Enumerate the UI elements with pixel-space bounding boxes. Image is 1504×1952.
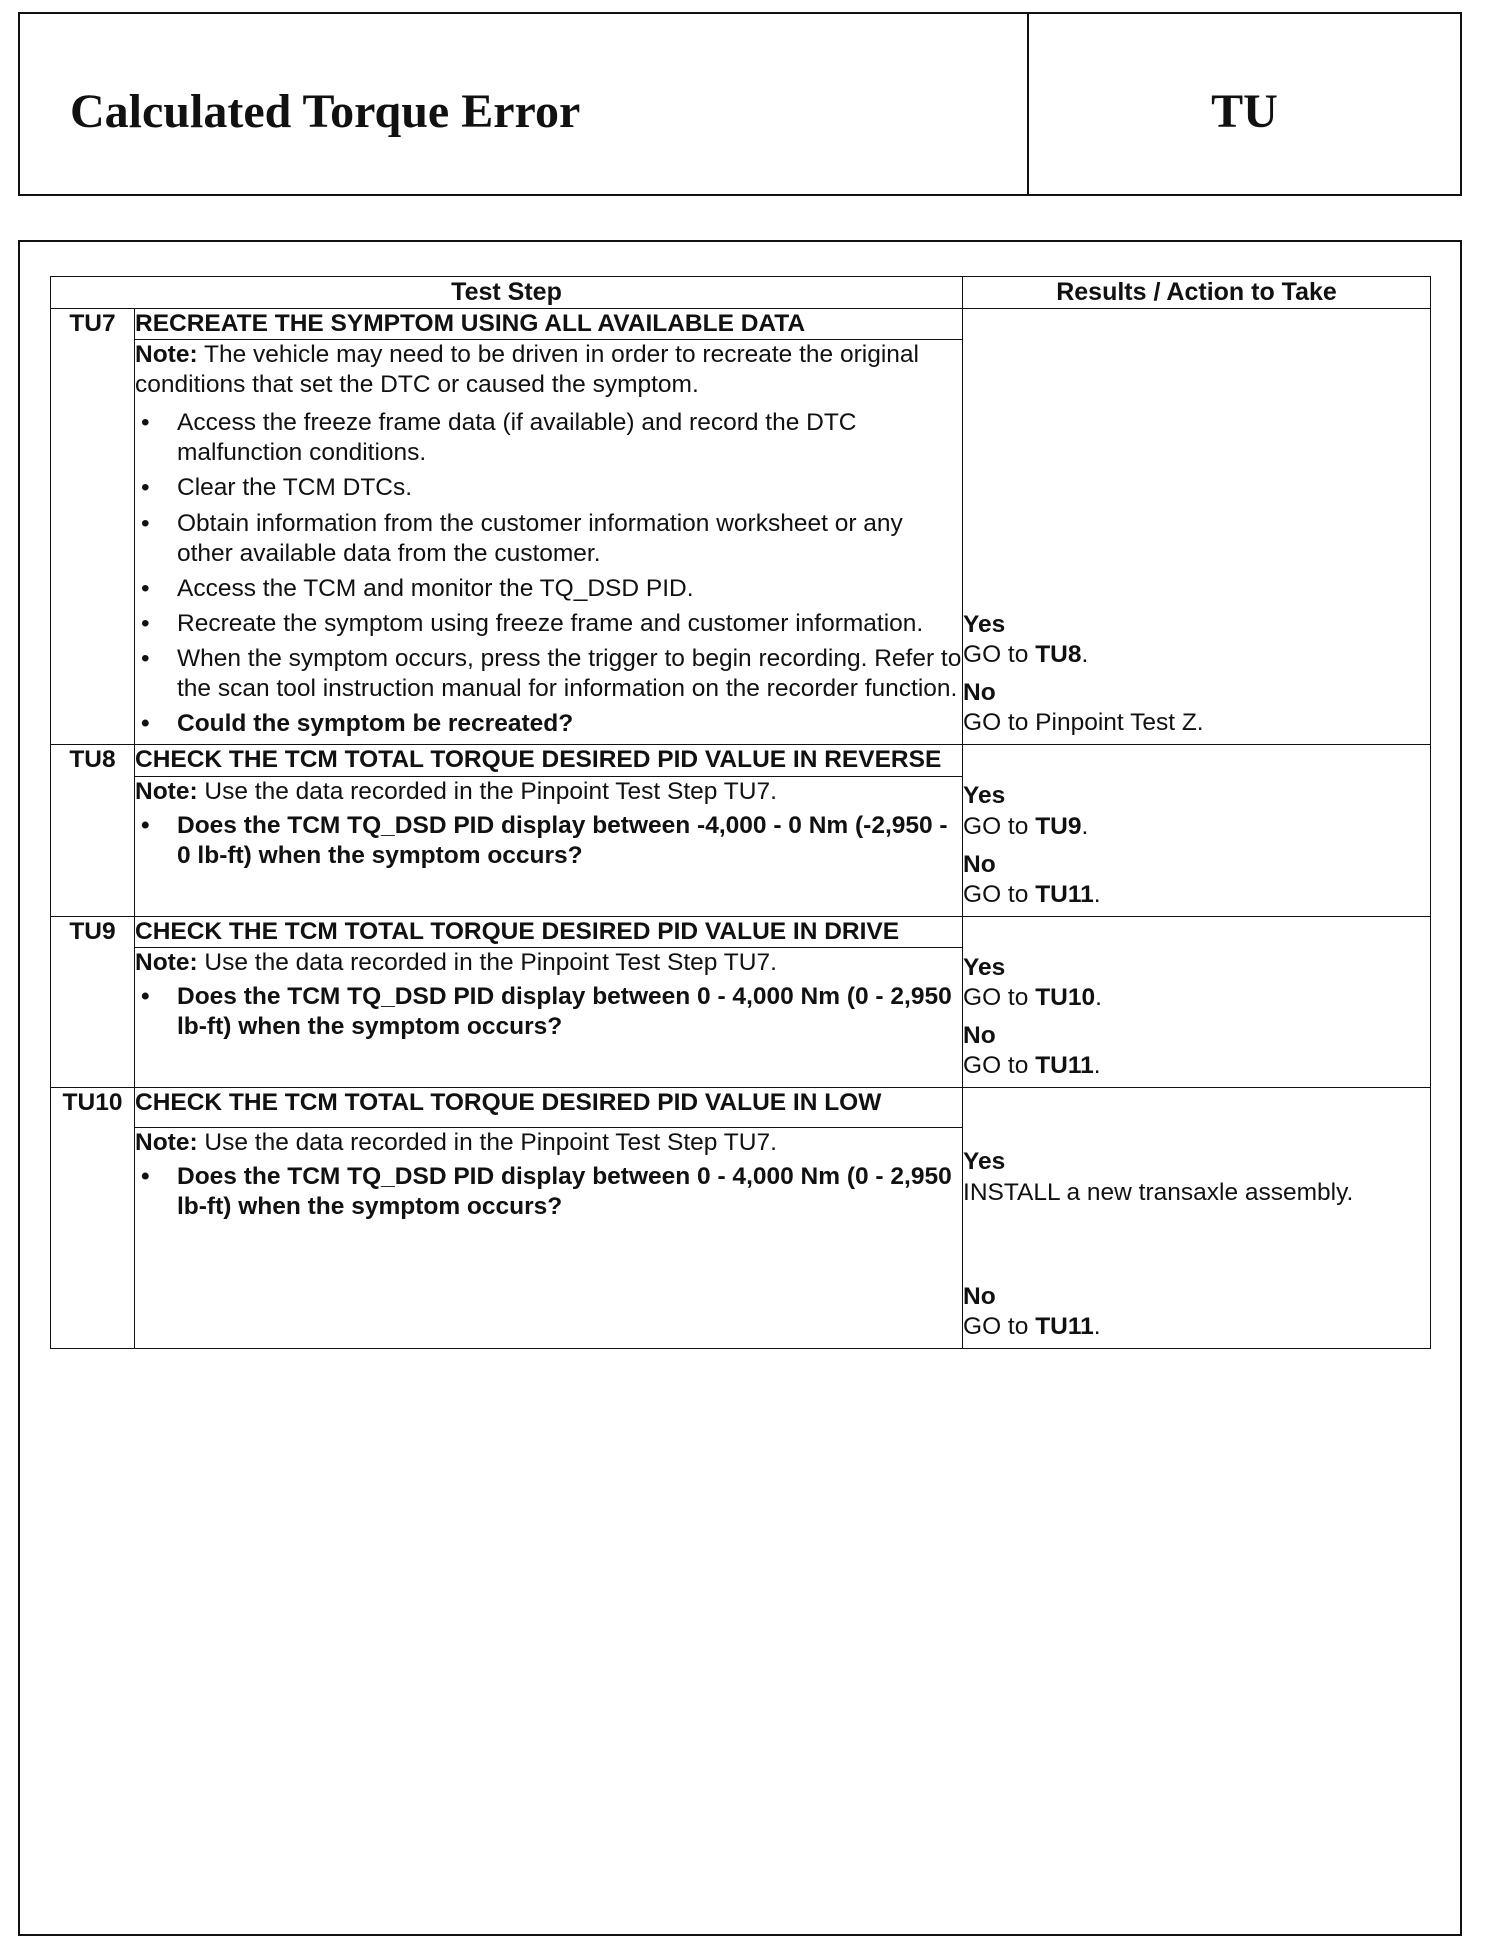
- step-question: • Does the TCM TQ_DSD PID display between 0 - 4,000 Nm (0 - 2,950 lb-ft) when the symptom occurs?: [135, 1162, 962, 1222]
- step-id-spacer: [51, 339, 135, 745]
- list-item: • When the symptom occurs, press the trigger to begin recording. Refer to the scan tool instruction manual for information on the recorder function.: [135, 644, 962, 704]
- action-text: GO to: [963, 812, 1036, 840]
- result-no-action: [963, 880, 1430, 910]
- action-text: GO to: [963, 880, 1036, 908]
- step-body: [135, 776, 963, 916]
- result-no-label: No: [963, 1282, 996, 1310]
- step-tu8-results: [963, 745, 1431, 917]
- goto-step-link[interactable]: TU8: [1035, 641, 1082, 668]
- step-body: [135, 948, 963, 1088]
- note-text: The vehicle may need to be driven in order to recreate the original conditions that set the DTC or caused the symptom.: [135, 340, 919, 398]
- result-no: [963, 1282, 1430, 1342]
- result-no: [963, 678, 1430, 738]
- step-id-spacer: [51, 948, 135, 1088]
- result-no-action: GO to Pinpoint Test Z.: [963, 709, 1204, 737]
- result-no-label: No: [963, 1022, 996, 1050]
- column-header-test-step: Test Step: [51, 277, 963, 309]
- step-bullet-list: [135, 982, 962, 1042]
- step-tu8-title-row: [51, 745, 1431, 776]
- note-label: Note:: [135, 949, 198, 976]
- result-yes-label: Yes: [963, 610, 1006, 638]
- note-label: Note:: [135, 340, 198, 368]
- document-title: Calculated Torque Error: [70, 85, 581, 138]
- step-tu7-results: [963, 308, 1431, 745]
- action-suffix: .: [1093, 1312, 1101, 1340]
- step-tu10-results: [963, 1088, 1431, 1349]
- action-suffix: .: [1095, 984, 1102, 1011]
- result-yes-label: Yes: [963, 953, 1006, 981]
- step-id: TU9: [51, 916, 135, 947]
- step-tu7-title-row: [51, 308, 1431, 339]
- test-step-table: [50, 276, 1431, 1349]
- result-no-action: [963, 1051, 1430, 1081]
- table-header-row: [51, 277, 1431, 309]
- goto-step-link[interactable]: TU11: [1035, 1052, 1094, 1080]
- action-suffix: .: [1081, 812, 1089, 840]
- step-bullet-list: [135, 811, 962, 871]
- document-code: TU: [1211, 85, 1278, 138]
- result-yes-action: [963, 983, 1430, 1013]
- goto-step-link[interactable]: TU9: [1035, 812, 1082, 840]
- result-no-action: [963, 1312, 1430, 1342]
- action-text: GO to: [963, 984, 1036, 1011]
- result-no: [963, 850, 1430, 910]
- step-body: [135, 339, 963, 745]
- step-id: TU7: [51, 308, 135, 339]
- step-title: CHECK THE TCM TOTAL TORQUE DESIRED PID VALUE IN LOW: [135, 1088, 963, 1128]
- goto-step-link[interactable]: TU11: [1035, 1312, 1094, 1340]
- note-text: Use the data recorded in the Pinpoint Test Step TU7.: [197, 1128, 777, 1156]
- step-id: TU8: [51, 745, 135, 776]
- result-yes-label: Yes: [963, 782, 1006, 810]
- result-yes-action: INSTALL a new transaxle assembly.: [963, 1178, 1354, 1206]
- action-suffix: .: [1081, 641, 1089, 668]
- result-yes-label: Yes: [963, 1148, 1006, 1176]
- step-question: • Does the TCM TQ_DSD PID display between -4,000 - 0 Nm (-2,950 - 0 lb-ft) when the symptom occurs?: [135, 811, 962, 871]
- action-text: GO to: [963, 1052, 1036, 1080]
- step-note: [135, 948, 962, 978]
- result-no-label: No: [963, 679, 996, 707]
- result-yes: [963, 610, 1430, 670]
- step-bullet-list: [135, 408, 962, 739]
- goto-step-link[interactable]: TU10: [1035, 984, 1096, 1011]
- result-yes-action: [963, 640, 1430, 670]
- list-item: • Access the freeze frame data (if available) and record the DTC malfunction conditions.: [135, 408, 962, 468]
- step-question: • Could the symptom be recreated?: [135, 709, 962, 739]
- note-label: Note:: [135, 777, 198, 805]
- goto-step-link[interactable]: TU11: [1035, 880, 1094, 908]
- action-suffix: .: [1093, 1052, 1101, 1080]
- step-title: CHECK THE TCM TOTAL TORQUE DESIRED PID VALUE IN REVERSE: [135, 745, 963, 776]
- step-note: [135, 340, 962, 400]
- list-item: • Recreate the symptom using freeze frame and customer information.: [135, 609, 962, 639]
- step-bullet-list: [135, 1162, 962, 1222]
- step-id: TU10: [51, 1088, 135, 1128]
- step-title: RECREATE THE SYMPTOM USING ALL AVAILABLE DATA: [135, 308, 963, 339]
- result-yes: [963, 953, 1430, 1013]
- action-text: GO to: [963, 641, 1036, 668]
- step-question: • Does the TCM TQ_DSD PID display between 0 - 4,000 Nm (0 - 2,950 lb-ft) when the symptom occurs?: [135, 982, 962, 1042]
- list-item: • Obtain information from the customer information worksheet or any other available data from the customer.: [135, 509, 962, 569]
- header-box: [18, 12, 1462, 196]
- step-tu9-results: [963, 916, 1431, 1088]
- step-note: [135, 1128, 962, 1158]
- step-id-spacer: [51, 1127, 135, 1348]
- result-yes: [963, 781, 1430, 841]
- step-tu10-title-row: [51, 1088, 1431, 1128]
- result-no-label: No: [963, 850, 996, 878]
- list-item: • Clear the TCM DTCs.: [135, 473, 962, 503]
- step-note: [135, 777, 962, 807]
- column-header-results: Results / Action to Take: [963, 277, 1431, 309]
- step-title: CHECK THE TCM TOTAL TORQUE DESIRED PID VALUE IN DRIVE: [135, 916, 963, 947]
- result-yes: [963, 1147, 1430, 1207]
- action-text: GO to: [963, 1312, 1036, 1340]
- list-item: • Access the TCM and monitor the TQ_DSD PID.: [135, 574, 962, 604]
- action-suffix: .: [1093, 880, 1101, 908]
- step-body: [135, 1127, 963, 1348]
- step-tu9-title-row: [51, 916, 1431, 947]
- result-yes-action: [963, 812, 1430, 842]
- result-no: [963, 1021, 1430, 1081]
- note-text: Use the data recorded in the Pinpoint Test Step TU7.: [197, 949, 777, 976]
- note-label: Note:: [135, 1128, 198, 1156]
- step-id-spacer: [51, 776, 135, 916]
- note-text: Use the data recorded in the Pinpoint Test Step TU7.: [197, 777, 777, 805]
